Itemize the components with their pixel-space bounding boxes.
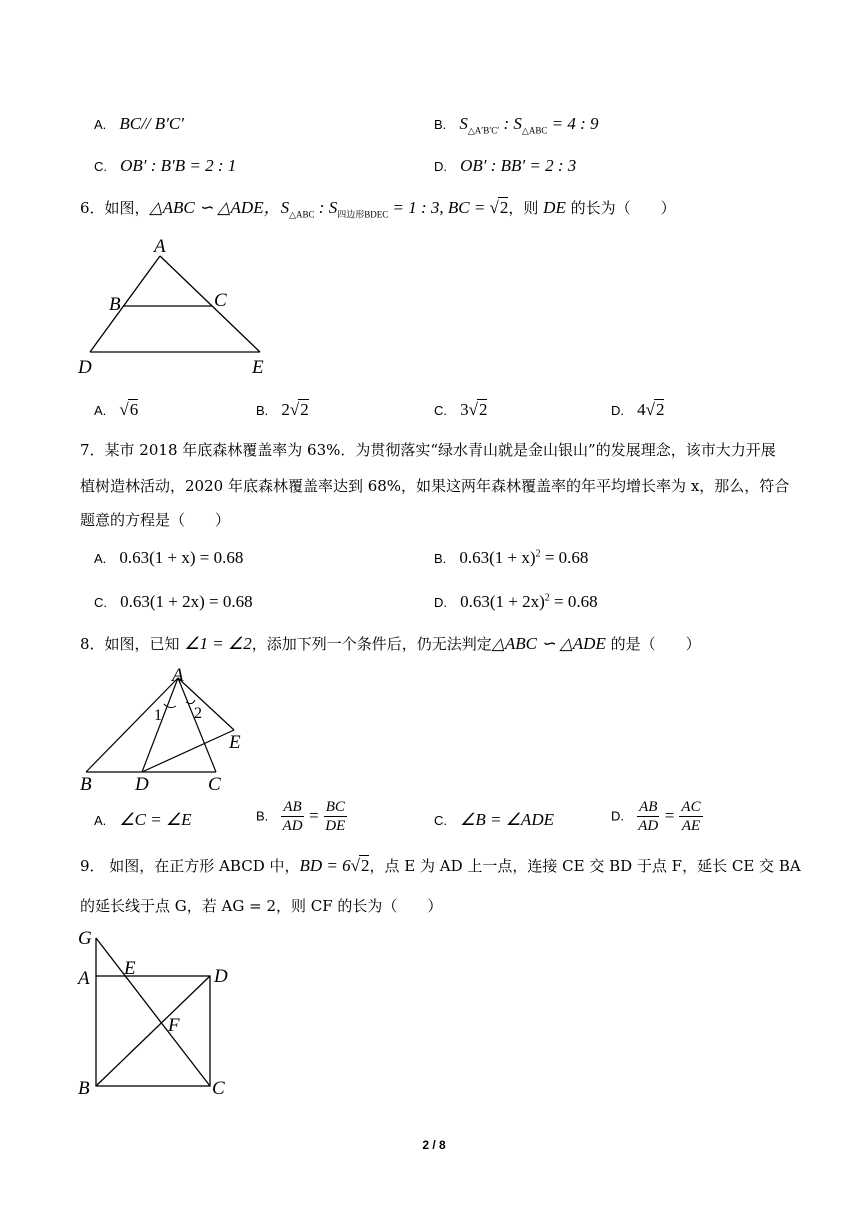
page-number: 2 / 8 <box>422 1138 446 1152</box>
q7-line-1: 7．某市 2018 年底森林覆盖率为 63%．为贯彻落实“绿水青山就是金山银山”的发展理念，该市大力开展 <box>80 441 776 459</box>
option-letter: B. <box>434 117 447 132</box>
figure-label-a: A <box>154 236 166 257</box>
q9-line-1: 9． 如图，在正方形 ABCD 中，BD = 6√2，点 E 为 AD 上一点，连接 CE 交 BD 于点 F，延长 CE 交 BA <box>80 856 801 875</box>
figure-label-e: E <box>252 357 264 376</box>
option-letter: A. <box>94 117 107 132</box>
q6-option-b: B. 2√2 <box>256 400 309 419</box>
figure-label-g: G <box>78 928 92 949</box>
figure-label-d: D <box>135 774 149 794</box>
q6-figure <box>74 236 284 376</box>
option-letter: A. <box>94 813 107 828</box>
exponent: 2 <box>544 592 550 604</box>
q7-option-d <box>434 592 598 612</box>
coefficient: 2 <box>281 400 290 419</box>
option-text: OB′ : B′B = 2 : 1 <box>120 156 237 175</box>
radicand: 2 <box>300 400 309 419</box>
figure-label-e: E <box>124 958 136 979</box>
q8-option-d: D. $\frac{AB}{AD}$ = $\frac{AC}{AE}$ <box>611 799 701 834</box>
stem-math: : S <box>314 198 338 217</box>
stem-text: 9． 如图，在正方形 ABCD 中， <box>80 857 300 875</box>
option-text: OB′ : BB′ = 2 : 3 <box>460 156 577 175</box>
coefficient: 3 <box>460 400 469 419</box>
option-letter: D. <box>611 808 624 824</box>
option-text: = 4 : 9 <box>547 114 599 133</box>
option-letter: A. <box>94 403 107 418</box>
q6-stem: 6．如图，△ABC ∽ △ADE，$S_{\triangle ABC}$ : $S_{四边形BDEC} = 1$ : 3, BC = √2，则 DE 的长为（ ） <box>80 198 676 220</box>
q5-option-a <box>94 114 184 134</box>
option-text: = 0.68 <box>549 592 598 611</box>
q7-line-2: 植树造林活动，2020 年底森林覆盖率达到 68%，如果这两年森林覆盖率的年平均增长率为 x，那么，符合 <box>80 477 790 495</box>
q7-line-3: 题意的方程是（ ） <box>80 511 231 529</box>
option-letter: B. <box>256 808 269 824</box>
stem-math: ∠1 = ∠2 <box>184 634 252 653</box>
q9-figure <box>74 924 244 1100</box>
option-text: = 0.68 <box>540 548 589 567</box>
subscript: △ABC <box>289 209 315 220</box>
option-text: 0.63(1 + 2x) <box>460 592 545 611</box>
subscript: △A′B′C′ <box>467 125 500 136</box>
option-letter: C. <box>434 403 447 418</box>
option-letter: C. <box>94 159 107 174</box>
stem-text: 8．如图，已知 <box>80 635 185 653</box>
subscript: 四边形BDEC <box>337 209 389 220</box>
stem-text: ，点 E 为 AD 上一点，连接 CE 交 BD 于点 F，延长 CE 交 BA <box>369 857 801 875</box>
radicand: 2 <box>360 856 370 875</box>
option-text: ∠B = ∠ADE <box>460 810 554 829</box>
stem-math: = 1 : 3, BC = <box>388 198 490 217</box>
exponent: 2 <box>535 548 541 560</box>
option-text: 0.63(1 + 2x) = 0.68 <box>120 592 253 611</box>
option-text: : S <box>499 114 522 133</box>
q5-option-c <box>94 156 236 176</box>
option-letter: C. <box>94 595 107 610</box>
q8-option-b: B. $\frac{AB}{AD}$ = $\frac{BC}{DE}$ <box>256 799 346 834</box>
figure-label-e: E <box>229 732 241 753</box>
option-letter: D. <box>611 403 624 418</box>
option-text: 0.63(1 + x) = 0.68 <box>119 548 244 567</box>
q6-option-d: D. 4√2 <box>611 400 665 419</box>
radicand: 2 <box>478 400 488 419</box>
subscript: △ABC <box>521 125 548 136</box>
radicand: 2 <box>655 400 665 419</box>
q6-option-a: A. √6 <box>94 400 139 419</box>
stem-math: ，S <box>263 198 290 217</box>
denominator: DE <box>325 818 346 834</box>
numerator: AC <box>681 799 701 815</box>
stem-text: ，添加下列一个条件后，仍无法判定 <box>251 635 492 653</box>
q7-option-b <box>434 548 588 568</box>
figure-label-d: D <box>78 357 92 376</box>
q5-option-b <box>434 114 598 136</box>
stem-math: △ABC ∽ △ADE <box>149 198 264 217</box>
stem-math: △ABC ∽ △ADE <box>491 634 606 653</box>
q7-option-c <box>94 592 253 612</box>
option-letter: D. <box>434 159 447 174</box>
denominator: AE <box>681 818 701 834</box>
figure-label-c: C <box>212 1078 225 1099</box>
numerator: AB <box>283 799 302 815</box>
q6-option-c: C. 3√2 <box>434 400 488 419</box>
figure-label-2: 2 <box>194 705 202 722</box>
figure-label-c: C <box>214 290 227 311</box>
stem-text: 的是（ ） <box>605 635 701 653</box>
q8-option-c <box>434 810 554 830</box>
stem-text: 6．如图， <box>80 199 150 217</box>
option-letter: B. <box>434 551 447 566</box>
figure-label-b: B <box>78 1078 90 1099</box>
figure-label-b: B <box>109 294 121 315</box>
denominator: AD <box>638 818 659 834</box>
q8-figure <box>74 664 254 794</box>
q5-option-d <box>434 156 576 176</box>
numerator: AB <box>639 799 658 815</box>
figure-label-a: A <box>78 968 90 989</box>
option-text: S <box>459 114 468 133</box>
numerator: BC <box>325 799 345 815</box>
figure-label-d: D <box>214 966 228 987</box>
q7-option-a <box>94 548 243 568</box>
q8-option-a <box>94 810 192 830</box>
figure-label-c: C <box>208 774 221 794</box>
figure-label-f: F <box>168 1015 180 1036</box>
stem-text: 的长为（ ） <box>565 199 676 217</box>
stem-text: ，则 <box>508 199 544 217</box>
coefficient: 4 <box>637 400 646 419</box>
radicand: 2 <box>499 198 509 217</box>
stem-math: BD = 6 <box>299 856 351 875</box>
option-text: BC// B′C′ <box>119 114 184 133</box>
option-text: ∠C = ∠E <box>119 810 192 829</box>
q9-line-2: 的延长线于点 G，若 AG = 2，则 CF 的长为（ ） <box>80 897 443 915</box>
figure-label-b: B <box>80 774 92 794</box>
option-letter: B. <box>256 403 269 418</box>
option-letter: A. <box>94 551 107 566</box>
option-letter: C. <box>434 813 447 828</box>
figure-label-1: 1 <box>154 707 162 724</box>
figure-label-a: A <box>172 665 184 686</box>
option-letter: D. <box>434 595 447 610</box>
denominator: AD <box>282 818 303 834</box>
stem-math: DE <box>543 198 566 217</box>
option-text: 0.63(1 + x) <box>459 548 536 567</box>
radicand: 6 <box>129 400 139 419</box>
q8-stem <box>80 634 701 654</box>
